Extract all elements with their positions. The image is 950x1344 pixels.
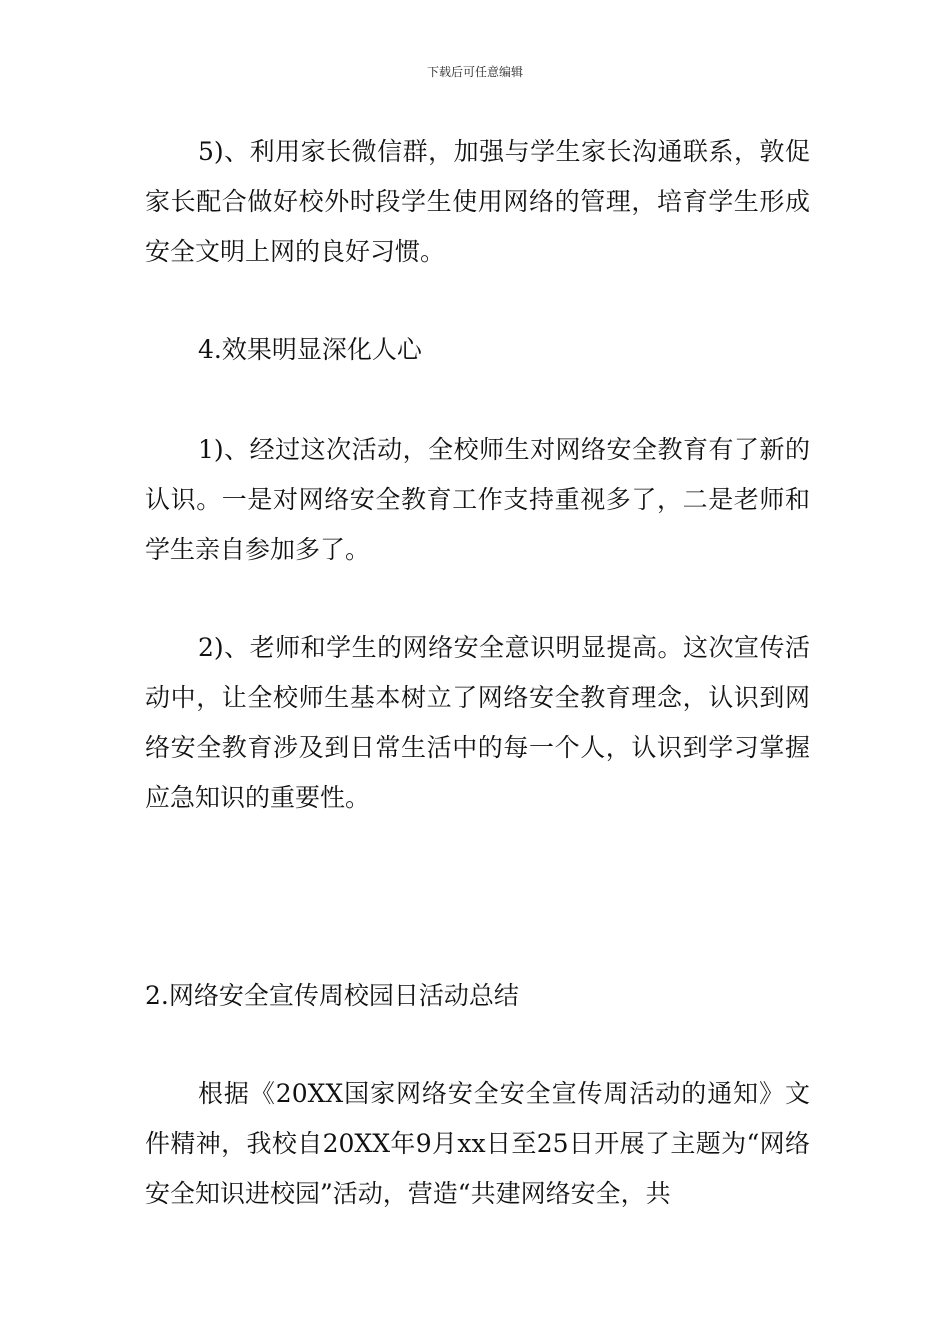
- article-title: 2.网络安全宣传周校园日活动总结: [145, 981, 519, 1010]
- paragraph-new-understanding: 1)、经过这次活动，全校师生对网络安全教育有了新的认识。一是对网络安全教育工作支持重视多了，二是老师和学生亲自参加多了。: [145, 435, 810, 564]
- paragraph-awareness-raised: 2)、老师和学生的网络安全意识明显提高。这次宣传活动中，让全校师生基本树立了网络安全教育理念，认识到网络安全教育涉及到日常生活中的每一个人，认识到学习掌握应急知识的重要性。: [145, 633, 810, 812]
- paragraph-parent-wechat: 5)、利用家长微信群，加强与学生家长沟通联系，敦促家长配合做好校外时段学生使用网络的管理，培育学生形成安全文明上网的良好习惯。: [145, 137, 810, 266]
- section-heading-effects: 4.效果明显深化人心: [198, 335, 422, 364]
- paragraph-campus-activity: 根据《20XX国家网络安全安全宣传周活动的通知》文件精神，我校自20XX年9月xx日至25日开展了主题为“网络安全知识进校园”活动，营造“共建网络安全，共: [145, 1079, 810, 1208]
- page-header: 下载后可任意编辑: [426, 65, 523, 79]
